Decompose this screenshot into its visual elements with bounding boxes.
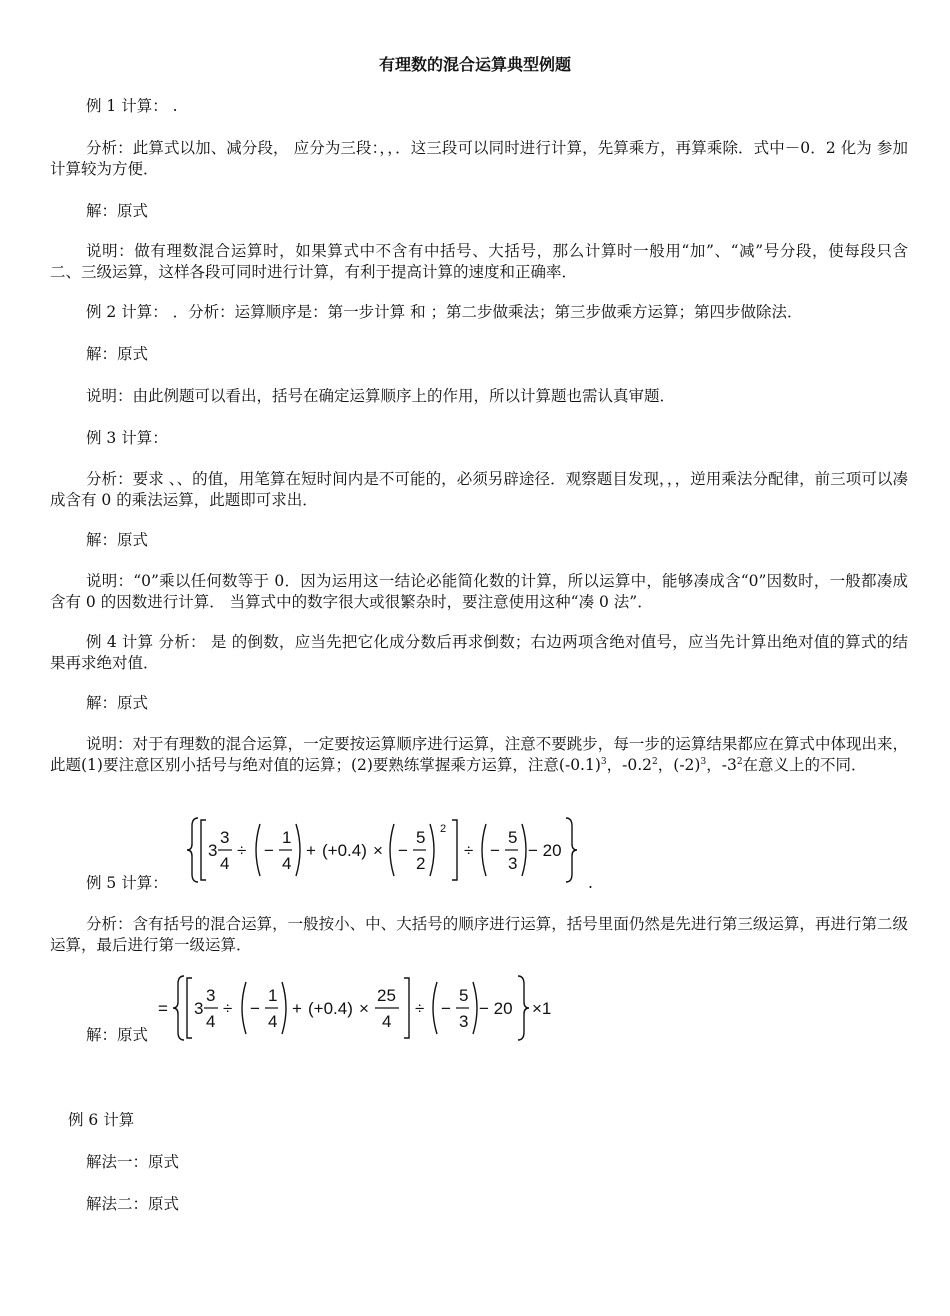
example-2-line: 例 2 计算： ．分析：运算顺序是：第一步计算 和 ；第二步做乘法；第三步做乘方运算；第四步做除法． bbox=[86, 303, 803, 321]
frac-num: 5 bbox=[459, 986, 469, 1005]
left-paren bbox=[390, 824, 394, 876]
example-3-note: 说明：“0”乘以任何数等于 0．因为运用这一结论必能简化数的计算，所以运算中，能够凑成含“0”因数时，一般都凑成含有 0 的因数进行计算． 当算式中的数字很大或很繁杂时，要注意使用这种“凑 0 法”． bbox=[50, 572, 908, 611]
note-text-d: ，-3 bbox=[706, 756, 737, 774]
right-brace bbox=[566, 818, 577, 882]
div-sign: ÷ bbox=[223, 999, 233, 1018]
example-5-analysis: 分析：含有括号的混合运算，一般按小、中、大括号的顺序进行运算，括号里面仍然是先进行第三级运算，再进行第二级运算，最后进行第一级运算． bbox=[50, 915, 908, 954]
example-3-analysis: 分析：要求 、、的值，用笔算在短时间内是不可能的，必须另辟途径．观察题目发现，，，逆用乘法分配律，前三项可以凑成含有 0 的乘法运算，此题即可求出． bbox=[50, 470, 908, 509]
note-text-a: 说明：对于有理数的混合运算，一定要按运算顺序进行运算，注意不要跳步，每一步的运算结果都应在算式中体现出来，此题(1)要注意区别小括号与绝对值的运算；(2)要熟练掌握乘方运算，注意(-0.1) bbox=[50, 735, 908, 774]
plus-sign: + bbox=[292, 999, 302, 1018]
example-4-solution: 解：原式 bbox=[86, 694, 149, 712]
times-sign: × bbox=[359, 999, 369, 1018]
exponent: 2 bbox=[440, 823, 447, 835]
note-sup-3: 3 bbox=[700, 757, 707, 767]
example-3-line: 例 3 计算： bbox=[86, 429, 168, 447]
mixed-whole: 3 bbox=[208, 841, 218, 860]
frac-num: 25 bbox=[377, 986, 396, 1005]
frac-den: 3 bbox=[508, 854, 518, 873]
minus-twenty: − 20 bbox=[528, 841, 562, 860]
minus-sign: − bbox=[398, 841, 408, 860]
times-sign: × bbox=[373, 841, 383, 860]
div-sign: ÷ bbox=[415, 999, 425, 1018]
frac-num: 5 bbox=[416, 828, 426, 847]
note-text-c: ，(-2) bbox=[657, 756, 701, 774]
div-sign: ÷ bbox=[464, 841, 474, 860]
mixed-den: 4 bbox=[206, 1012, 216, 1031]
left-brace bbox=[173, 976, 184, 1040]
right-brace bbox=[518, 976, 529, 1040]
frac-den: 2 bbox=[416, 854, 426, 873]
example-2-solution: 解：原式 bbox=[86, 345, 149, 363]
left-paren bbox=[482, 824, 486, 876]
example-4-note bbox=[50, 734, 908, 776]
right-paren bbox=[473, 982, 477, 1034]
right-paren bbox=[296, 824, 300, 876]
right-bracket bbox=[452, 820, 457, 880]
left-brace bbox=[187, 818, 198, 882]
example-6-line: 例 6 计算 bbox=[68, 1111, 135, 1129]
mixed-num: 3 bbox=[220, 828, 230, 847]
left-paren bbox=[242, 982, 246, 1034]
example-1-line: 例 1 计算： . bbox=[86, 97, 178, 115]
minus-sign: − bbox=[250, 999, 260, 1018]
minus-sign: − bbox=[441, 999, 451, 1018]
example-1-analysis: 分析：此算式以加、减分段， 应分为三段：，，．这三段可以同时进行计算，先算乘方，再算乘除．式中－0．2 化为 参加计算较为方便． bbox=[50, 139, 908, 178]
right-bracket bbox=[404, 978, 409, 1038]
minus-sign: − bbox=[264, 841, 274, 860]
example-5-solution: 解：原式 bbox=[86, 1026, 149, 1044]
times-one: ×1 bbox=[532, 999, 552, 1018]
frac-den: 4 bbox=[382, 1012, 392, 1031]
minus-twenty: − 20 bbox=[479, 999, 513, 1018]
left-paren bbox=[433, 982, 437, 1034]
example-5-trail: . bbox=[588, 874, 593, 892]
example-6-solution-1: 解法一：原式 bbox=[86, 1153, 180, 1171]
note-text-b: ，-0.2 bbox=[606, 756, 653, 774]
example-5-formula bbox=[182, 810, 602, 890]
div-sign: ÷ bbox=[237, 841, 247, 860]
minus-sign: − bbox=[490, 841, 500, 860]
mixed-den: 4 bbox=[220, 854, 230, 873]
frac-num: 1 bbox=[268, 986, 278, 1005]
plus-sign: + bbox=[306, 841, 316, 860]
equals-sign: = bbox=[158, 999, 168, 1018]
mixed-whole: 3 bbox=[194, 999, 204, 1018]
example-5-solution-formula bbox=[150, 968, 570, 1048]
frac-den: 4 bbox=[282, 854, 292, 873]
example-1-solution: 解：原式 bbox=[86, 202, 149, 220]
left-paren bbox=[256, 824, 260, 876]
right-paren bbox=[522, 824, 526, 876]
mixed-num: 3 bbox=[206, 986, 216, 1005]
right-paren bbox=[430, 824, 434, 876]
note-sup-4: 2 bbox=[736, 757, 743, 767]
decimal-term: (+0.4) bbox=[322, 841, 367, 860]
example-6-solution-2: 解法二：原式 bbox=[86, 1195, 180, 1213]
frac-num: 1 bbox=[282, 828, 292, 847]
frac-den: 4 bbox=[268, 1012, 278, 1031]
note-sup-2: 2 bbox=[652, 757, 658, 767]
example-2-note: 说明：由此例题可以看出，括号在确定运算顺序上的作用，所以计算题也需认真审题． bbox=[86, 387, 676, 405]
example-1-note: 说明：做有理数混合运算时，如果算式中不含有中括号、大括号，那么计算时一般用“加”、“减”号分段，使每段只含二、三级运算，这样各段可同时进行计算，有利于提高计算的速度和正确率． bbox=[50, 242, 908, 281]
left-bracket bbox=[187, 978, 192, 1038]
frac-num: 5 bbox=[508, 828, 518, 847]
note-text-e: 在意义上的不同． bbox=[742, 756, 867, 774]
note-sup-1: 3 bbox=[600, 757, 607, 767]
left-bracket bbox=[201, 820, 206, 880]
frac-den: 3 bbox=[459, 1012, 469, 1031]
example-3-solution: 解：原式 bbox=[86, 531, 149, 549]
example-4-line: 例 4 计算 分析： 是 的倒数，应当先把它化成分数后再求倒数；右边两项含绝对值号，应当先计算出绝对值的算式的结果再求绝对值． bbox=[50, 633, 908, 672]
page-title: 有理数的混合运算典型例题 bbox=[378, 55, 571, 74]
right-paren bbox=[282, 982, 286, 1034]
decimal-term: (+0.4) bbox=[308, 999, 353, 1018]
example-5-label: 例 5 计算： bbox=[86, 874, 168, 892]
